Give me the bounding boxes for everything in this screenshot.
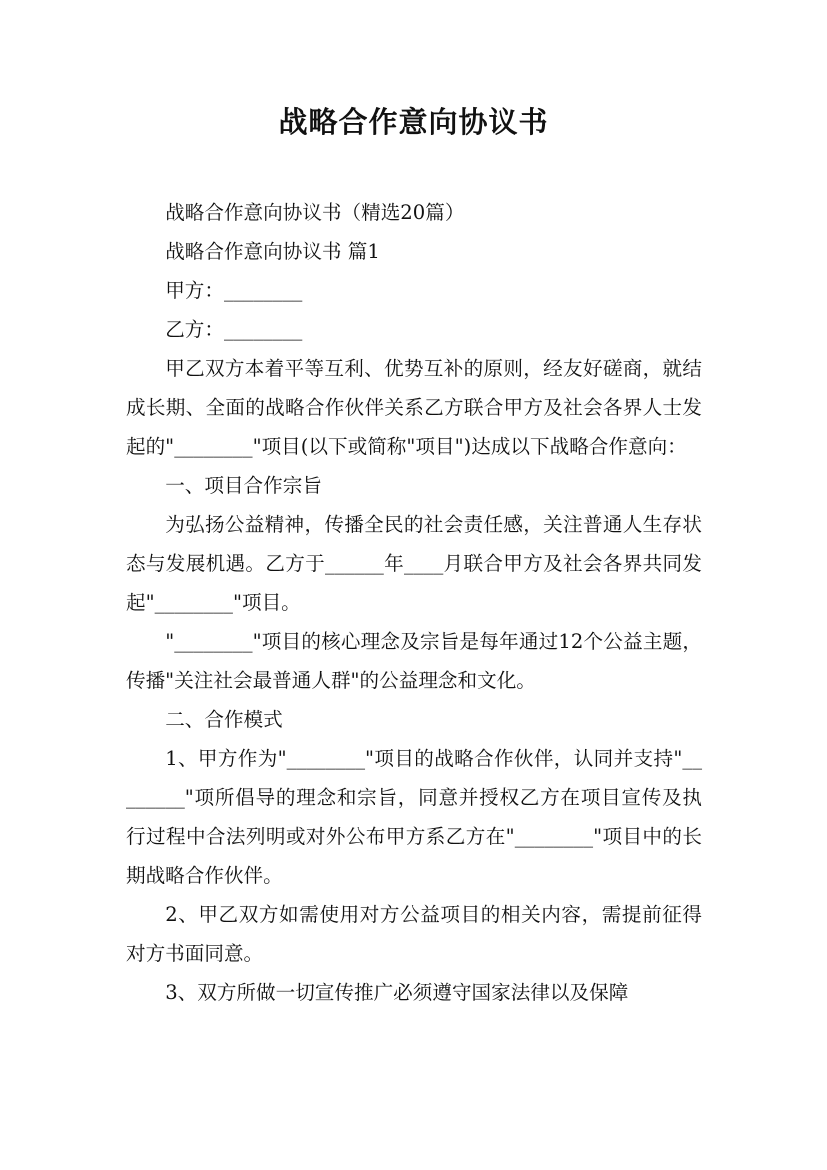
paragraph-subtitle: 战略合作意向协议书（精选20篇） <box>165 201 465 224</box>
paragraph-clause-1: 1、甲方作为"________"项目的战略合作伙伴，认同并支持"________"项所倡导的理念和宗旨，同意并授权乙方在项目宣传及执行过程中合法列明或对外公布甲方系乙方在"________"项目中的长期战略合作伙伴。 <box>126 747 702 887</box>
paragraph-core-concept: "________"项目的核心理念及宗旨是每年通过12个公益主题，传播"关注社会最普通人群"的公益理念和文化。 <box>126 630 702 692</box>
paragraph-purpose: 为弘扬公益精神，传播全民的社会责任感，关注普通人生存状态与发展机遇。乙方于______年____月联合甲方及社会各界共同发起"________"项目。 <box>126 513 702 614</box>
document-body <box>126 193 702 1012</box>
paragraph-section-heading: 战略合作意向协议书 篇1 <box>165 240 380 263</box>
paragraph-heading-purpose: 一、项目合作宗旨 <box>165 474 322 497</box>
paragraph-party-a: 甲方：________ <box>165 279 303 302</box>
document-title: 战略合作意向协议书 <box>278 105 549 139</box>
paragraph-clause-2: 2、甲乙双方如需使用对方公益项目的相关内容，需提前征得对方书面同意。 <box>126 903 702 965</box>
paragraph-clause-3: 3、双方所做一切宣传推广必须遵守国家法律以及保障 <box>165 981 629 1004</box>
paragraph-intro: 甲乙双方本着平等互利、优势互补的原则，经友好磋商，就结成长期、全面的战略合作伙伴关系乙方联合甲方及社会各界人士发起的"________"项目(以下或简称"项目")达成以下战略合作意向： <box>126 357 702 458</box>
paragraph-heading-mode: 二、合作模式 <box>165 708 283 731</box>
paragraph-party-b: 乙方：________ <box>165 318 303 341</box>
